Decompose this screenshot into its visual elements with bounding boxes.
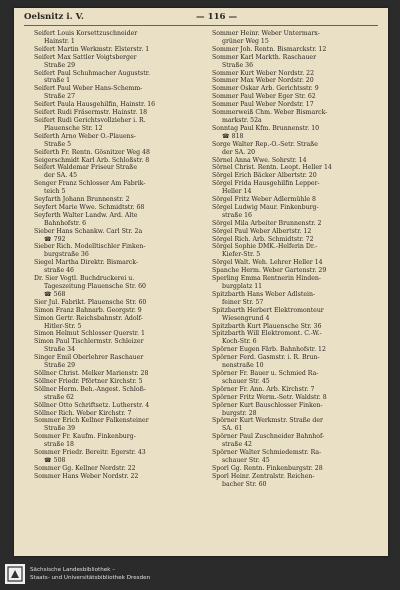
entry-continuation: Straße 34 [44,346,76,354]
directory-entry: Spörner Kurt Bauschlosser Finken- [212,401,323,409]
directory-entry: Seiferth Arno Weber O.-Plauens- [34,132,136,140]
directory-entry: Söllner Friedr. Pförtner Kirchstr. 5 [34,377,143,385]
entry-continuation: nenstraße 10 [222,362,264,370]
entry-continuation: burgplatz 11 [222,283,263,290]
directory-entry: Sörgel Rich. Arb. Schmidtstr. 72 [212,235,314,243]
directory-entry: Sorge Walter Rep.-O.-Setr. Straße [212,140,318,148]
entry-continuation: Kiefer-Str. 5 [222,251,261,259]
directory-entry: Spörner Ferd. Gasmstr. i. R. Brun- [212,354,320,362]
directory-entry: Siegel Martha Direktr. Bismarck- [34,259,138,267]
town-heading: Oelsnitz i. V. [24,12,84,22]
directory-entry: Spörner Kurt Werkmstr. Straße der [212,417,324,425]
directory-entry: Spörner Fr. Ann. Arb. Kirchstr. 7 [212,385,315,393]
directory-entry: Sommer Karl Markth. Raschauer [212,53,317,61]
entry-continuation: Bahnhofstr. 6 [44,219,87,227]
directory-entry: Spörner Paul Zuschneider Bahnhof- [212,433,325,441]
entry-continuation: bacher Str. 60 [222,480,267,488]
directory-entry: Seyfarth Johann Brunnenstr. 2 [34,196,130,204]
directory-entry: Simon Franz Bahnarb. Georgstr. 9 [34,306,142,314]
right-column [212,30,380,489]
directory-entry: Sier Jul. Fabrikt. Plauensche Str. 60 [34,298,147,306]
directory-entry: Sörgel Ludwig Maur. Finkenburg- [212,203,319,211]
entry-continuation: Plauensche Str. 12 [44,124,103,132]
directory-entry: Sieber Hans Schankw. Carl Str. 2a [34,227,143,235]
directory-entry: Spitzbarth Herbert Elektromonteur [212,306,324,314]
entry-continuation: burgstr. 28 [222,409,257,417]
entry-continuation: Straße 27 [44,93,76,101]
header-rule [24,25,378,26]
entry-continuation: schauer Str. 45 [222,456,270,464]
directory-entry: Spörner Walter Schmiedemstr. Ra- [212,449,322,457]
directory-entry: Sommer Joh. Rentn. Bismarckstr. 12 [212,45,327,53]
entry-continuation: schauer Str. 45 [222,377,270,385]
page-header [24,12,378,26]
directory-entry: Sporl Heinr. Zentralstr. Reichen- [212,472,315,480]
directory-entry: Sieber Rich. Modelltischler Finken- [34,243,146,251]
entry-continuation: SA. 61 [222,425,243,433]
directory-entry: Sörgel Sophie DMK.-Helferin Dr.- [212,243,318,251]
directory-entry: Senger Franz Schlosser Am Fabrik- [34,180,146,188]
entry-continuation: straße 62 [44,393,74,401]
directory-entry: Sörgel Fritz Weber Adlermühle 8 [212,196,316,204]
directory-entry: Seifert Rudi Gerichtsvollzieher i. R. [34,116,146,124]
directory-entry: Spitzbarth Kurt Plauensche Str. 36 [212,322,322,330]
entry-continuation: burgstraße 36 [44,251,89,259]
directory-entry: Spörner Fr. Bauer u. Schmied Ra- [212,369,319,377]
directory-entry: Sperling Emma Rentnerin Hinden- [212,275,321,283]
entry-continuation: ☎ 568 [44,290,66,298]
entry-continuation: Straße 29 [44,61,76,69]
footer-line2: Staats- und Universitätsbibliothek Dresden [30,575,151,581]
directory-entry: Seifert Waldemar Friseur Straße [34,164,137,172]
directory-entry: Sörnel Christ. Rentn. Leopt. Heller 14 [212,164,332,172]
directory-entry: Sommer Max Weber Nordstr. 20 [212,77,314,85]
directory-entry: Seifert Paula Hausgehilfin, Hainstr. 16 [34,101,156,109]
directory-entry: Seifert Louis Korsettzuschneider [34,30,138,37]
directory-entry: Sommer Fr. Kaufm. Finkenburg- [34,433,136,441]
directory-entry: Sommer Heinr. Weber Untermarx- [212,30,320,37]
entry-continuation: straße 46 [44,267,74,275]
entry-continuation: Tageszeitung Plauensche Str. 60 [44,283,146,290]
entry-continuation: ☎ 792 [44,235,66,243]
directory-entry: Söllner Otto Schriftsetz. Lutherstr. 4 [34,401,150,409]
directory-entry: Söllner Herm. Beh.-Angest. Schloß- [34,385,146,393]
entry-continuation: straße 1 [44,77,71,85]
directory-entry: Seyferth Walter Landw. Ard. Alte [34,211,138,219]
entry-continuation: Straße 5 [44,140,72,148]
directory-entry: Sörgel Walt. Weh. Lehrer Heller 14 [212,259,323,267]
entry-continuation: straße 16 [222,211,252,219]
entry-continuation: Wiesengrund 4 [222,314,270,322]
directory-entry: Sommer Kurt Weber Nordstr. 22 [212,69,315,77]
entry-continuation: Straße 29 [44,362,76,370]
directory-entry: Simon Paul Tischlermstr. Schleizer [34,338,144,346]
entry-continuation: straße 18 [44,441,74,449]
entry-continuation: straße 42 [222,441,252,449]
entry-continuation: teich 5 [44,188,66,196]
directory-entry: Sonntag Paul Kfm. Brunnenstr. 10 [212,124,320,132]
entry-continuation: markstr. 52a [222,116,262,124]
entry-continuation: Hitler-Str. 5 [44,322,82,330]
entry-continuation: feiner Str. 57 [222,298,264,306]
page-number: — 116 — [196,12,238,22]
directory-entry: Sommer Paul Weber Nordstr. 17 [212,101,314,109]
directory-entry: Sommer Paul Weber Eger Str. 62 [212,93,316,101]
directory-page [14,8,388,556]
footer-line1: Sächsische Landesbibliothek – [30,567,115,573]
entry-continuation: Koch-Str. 6 [222,338,257,346]
directory-entry: Sommer Oskar Arb. Gerichtsstr. 9 [212,85,319,93]
entry-continuation: der SA. 20 [222,148,256,156]
library-footer [0,560,400,590]
directory-entry: Simon Gertr. Reichsbahnstr. Adolf- [34,314,143,322]
directory-entry: Sporl Gg. Rentn. Finkenburgstr. 28 [212,464,323,472]
directory-entry: Seifert Rudi Fräsermstr. Hainstr. 18 [34,109,148,117]
entry-continuation: Straße 36 [222,61,254,69]
library-logo-icon [5,564,25,584]
directory-entry: Seiferth Fr. Rentn. Gösnitzer Weg 48 [34,148,150,156]
entry-continuation: ☎ 818 [222,132,244,140]
entry-continuation: Straße 39 [44,425,76,433]
directory-entry: Söllner Rich. Weber Kirchstr. 7 [34,409,132,417]
directory-entry: Sörgel Frida Hausgehilfin Lepper- [212,180,320,188]
directory-entry: Seyfert Marie Wwe. Schmidtstr. 68 [34,203,145,211]
directory-entry: Sommerweiß Chm. Weber Bismarck- [212,109,328,117]
directory-entry: Singer Emil Oberlehrer Raschauer [34,354,144,362]
directory-entry: Sörnel Anna Wwe. Sohrstr. 14 [212,156,307,164]
directory-entry: Seifert Paul Schuhmacher Auguststr. [34,69,150,77]
directory-entry: Simon Helmut Schlosser Querstr. 1 [34,330,145,338]
entry-continuation: grüner Weg 15 [222,37,269,45]
directory-entry: Sommer Hans Weber Nordstr. 22 [34,472,139,480]
directory-entry: Spanche Herm. Weber Gartenstr. 29 [212,267,327,275]
directory-entry: Dr. Sier Vogtl. Buchdruckerei u. [34,275,135,283]
directory-entry: Sörgel Mila Arbeiter Brunnenstr. 2 [212,219,322,227]
directory-entry: Seifert Max Sattler Voigtsberger [34,53,137,61]
directory-entry: Sommer Friedr. Bereitr. Egerstr. 43 [34,449,146,457]
entry-continuation: Hainstr. 1 [44,37,75,45]
directory-entry: Seifert Martin Werkmstr. Elsterstr. 1 [34,45,150,53]
directory-entry: Sommer Erich Kellner Falkensteiner [34,417,149,425]
entry-continuation: Heller 14 [222,188,252,196]
directory-entry: Seigerschmidt Karl Arb. Schloßstr. 8 [34,156,150,164]
directory-entry: Spitzbarth Will Elektromont. C.-W.- [212,330,322,338]
directory-entry: Sörgel Erich Bäcker Albertstr. 20 [212,172,317,180]
entry-continuation: ☎ 508 [44,456,66,464]
directory-entry: Sommer Gg. Kellner Nordstr. 22 [34,464,136,472]
entry-continuation: der SA. 45 [44,172,78,180]
left-column [34,30,202,481]
directory-entry: Söllner Christ. Melker Marienstr. 28 [34,369,149,377]
directory-entry: Seifert Paul Weber Hans-Schemm- [34,85,143,93]
directory-entry: Spitzbarth Hans Weber Adlstein- [212,290,316,298]
directory-entry: Sörgel Paul Weber Albertstr. 12 [212,227,312,235]
directory-entry: Spörner Eugen Färb. Bahnhofstr. 12 [212,346,326,354]
directory-entry: Spörner Fritz Werm.-Setr. Waldstr. 8 [212,393,327,401]
